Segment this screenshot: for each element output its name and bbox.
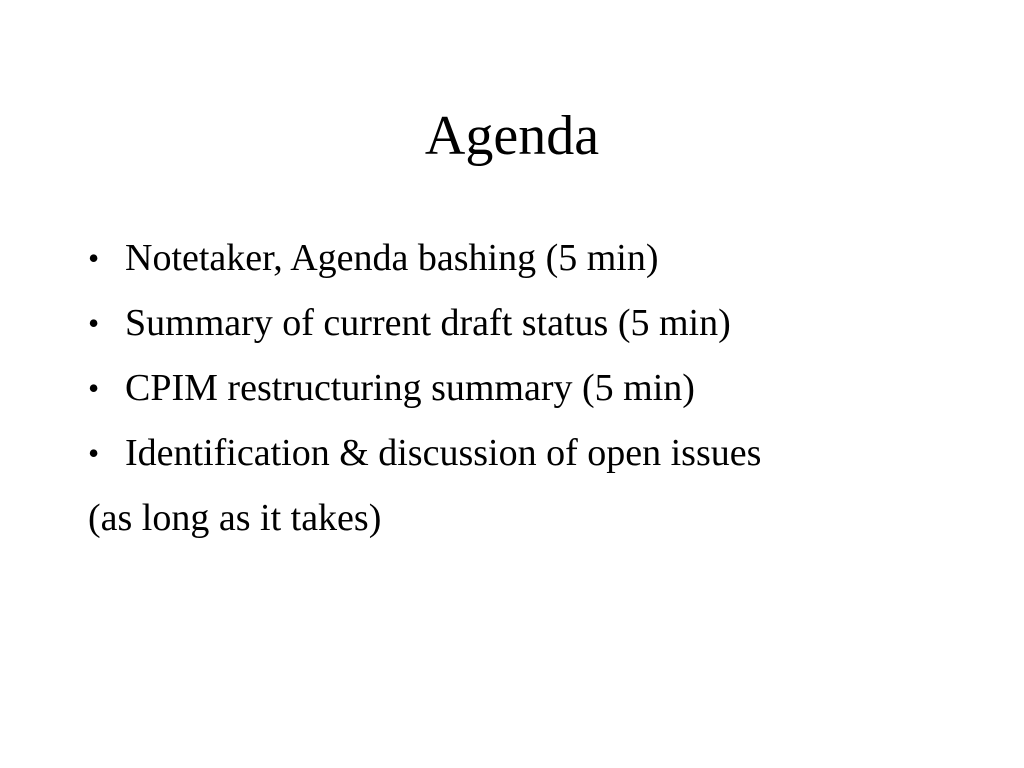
slide-content <box>88 233 988 543</box>
bullet-icon: • <box>88 305 100 341</box>
agenda-item-notetaker <box>88 233 988 298</box>
agenda-item-text: Identification & discussion of open issues <box>125 432 762 474</box>
agenda-item-text: CPIM restructuring summary (5 min) <box>125 367 695 409</box>
agenda-item-text: Summary of current draft status (5 min) <box>125 302 731 344</box>
agenda-item-open-issues <box>88 428 988 493</box>
agenda-list <box>88 233 988 493</box>
agenda-continuation-text: (as long as it takes) <box>88 497 382 539</box>
bullet-icon: • <box>88 370 100 406</box>
agenda-item-text: Notetaker, Agenda bashing (5 min) <box>125 237 659 279</box>
bullet-icon: • <box>88 435 100 471</box>
agenda-item-cpim-restructuring <box>88 363 988 428</box>
agenda-item-draft-status <box>88 298 988 363</box>
bullet-icon: • <box>88 240 100 276</box>
slide-title: Agenda <box>424 105 600 167</box>
